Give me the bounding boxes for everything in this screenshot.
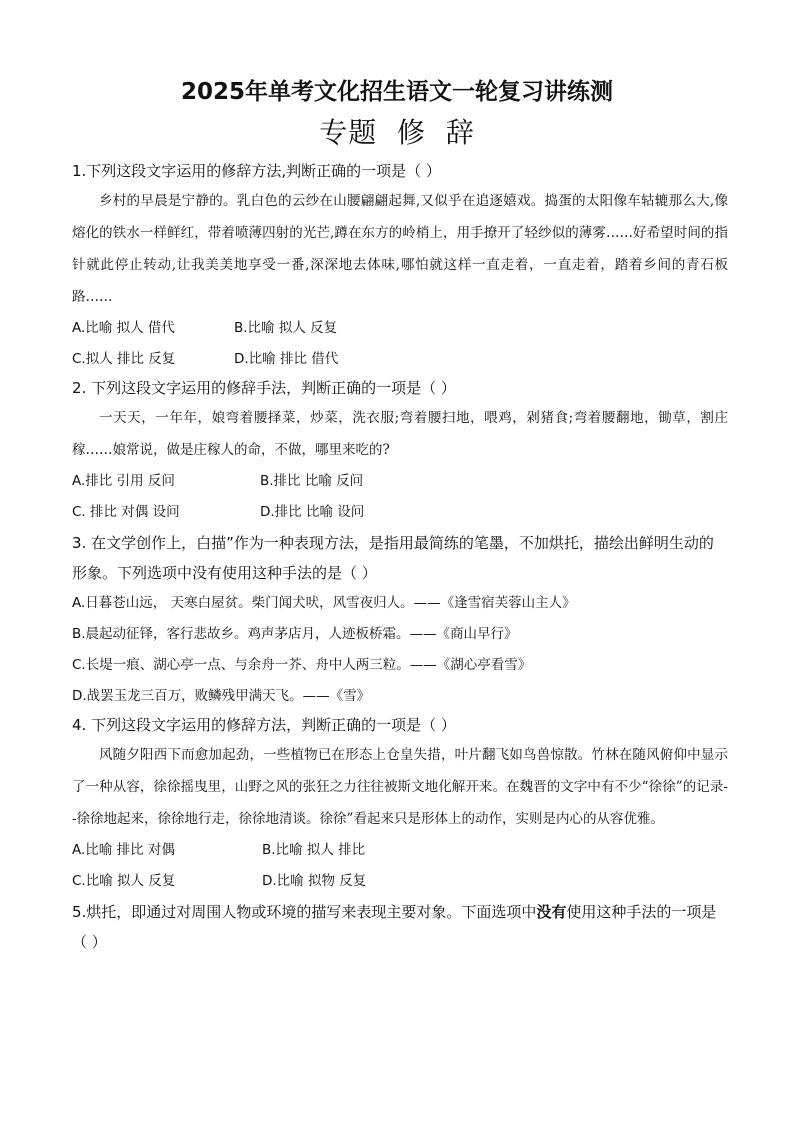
option-c: C. 排比 对偶 设问	[72, 504, 180, 520]
option-row	[72, 835, 728, 866]
question-1	[72, 158, 728, 375]
option-a: A.日暮苍山远， 天寒白屋贫。柴门闻犬吠，风雪夜归人。——《逢雪宿芙蓉山主人》	[72, 595, 576, 611]
option-row	[72, 866, 728, 897]
option-b: B.晨起动征铎，客行悲故乡。鸡声茅店月，人迹板桥霜。——《商山早行》	[72, 626, 518, 642]
document-title: 2025年单考文化招生语文一轮复习讲练测	[180, 79, 613, 105]
option-a: A.排比 引用 反问	[72, 473, 175, 489]
question-passage: 一天天，一年年，娘弯着腰择菜，炒菜，洗衣服;弯着腰扫地，喂鸡，剁猪食;弯着腰翻地，锄草，割庄稼……娘常说，做是庄稼人的命，不做，哪里来吃的?	[72, 410, 728, 458]
option-row	[72, 313, 728, 344]
question-list	[72, 158, 728, 957]
question-stem: 2. 下列这段文字运用的修辞手法，判断正确的一项是（ ）	[72, 379, 456, 397]
question-stem-part: 使用这种手法的一项是（ ）	[72, 903, 717, 951]
question-passage: 风随夕阳西下而愈加起劲，一些植物已在形态上仓皇失措，叶片翻飞如鸟兽惊散。竹林在随风俯仰中显示了一种从容，徐徐摇曳里，山野之风的张狂之力往往被斯文地化解开来。在魏晋的文字中有不少“徐徐”的记录--徐徐地起来，徐徐地行走，徐徐地清谈。徐徐”看起来只是形体上的动作，实则是内心的从容优雅。	[72, 747, 728, 827]
question-stem: 1.下列这段文字运用的修辞方法,判断正确的一项是（ ）	[72, 162, 441, 180]
question-passage: 乡村的早晨是宁静的。乳白色的云纱在山腰翩翩起舞,又似乎在追逐嬉戏。捣蛋的太阳像车轱辘那么大,像熔化的铁水一样鲜红，带着喷薄四射的光芒,蹲在东方的岭梢上，用手撩开了轻纱似的薄雾……好希望时间的指针就此停止转动,让我美美地享受一番,深深地去体味,哪怕就这样一直走着，一直走着，踏着乡间的青石板路……	[72, 193, 728, 305]
question-stem-part: 5.烘托，即通过对周围人物或环境的描写来表现主要对象。下面选项中	[72, 903, 537, 921]
option-d: D.排比 比喻 设问	[260, 504, 365, 520]
option-d: D.比喻 拟物 反复	[262, 873, 367, 889]
option-c: C.长堤一痕、湖心亭一点、与余舟一芥、舟中人两三粒。——《湖心亭看雪》	[72, 657, 532, 673]
option-b: B.比喻 拟人 排比	[262, 842, 366, 858]
question-2	[72, 375, 728, 528]
option-a: A.比喻 排比 对偶	[72, 842, 175, 858]
option-b: B.排比 比喻 反问	[260, 473, 364, 489]
document-subtitle: 专题 修 辞	[319, 116, 475, 149]
option-c: C.比喻 拟人 反复	[72, 873, 176, 889]
question-stem	[72, 897, 728, 957]
option-b: B.比喻 拟人 反复	[234, 320, 338, 336]
question-stem-emphasis: 没有	[536, 903, 567, 921]
question-3	[72, 528, 728, 712]
option-d: D.比喻 排比 借代	[234, 351, 339, 367]
option-row	[72, 497, 728, 528]
option-d: D.战罢玉龙三百万，败鳞残甲满天飞。——《雪》	[72, 688, 371, 704]
option-a: A.比喻 拟人 借代	[72, 320, 175, 336]
option-row	[72, 344, 728, 375]
question-5	[72, 897, 728, 957]
option-c: C.拟人 排比 反复	[72, 351, 176, 367]
question-4	[72, 712, 728, 897]
question-stem: 3. 在文学创作上，白描”作为一种表现方法，是指用最简练的笔墨，不加烘托，描绘出鲜明生动的形象。下列选项中没有使用这种手法的是（ ）	[72, 534, 714, 582]
question-stem: 4. 下列这段文字运用的修辞方法，判断正确的一项是（ ）	[72, 716, 456, 734]
option-row	[72, 466, 728, 497]
